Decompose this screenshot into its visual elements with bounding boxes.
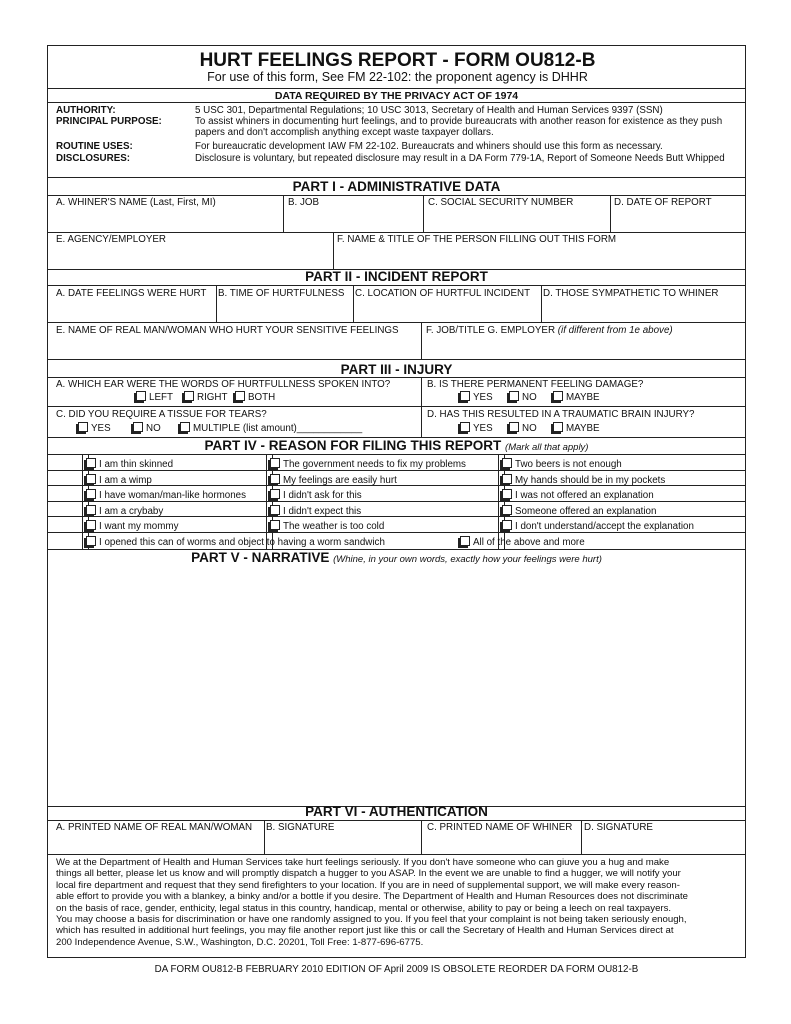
part6-heading: PART VI - AUTHENTICATION: [305, 804, 488, 819]
divider: [48, 322, 745, 323]
reason-checkbox[interactable]: [270, 474, 397, 486]
divider: [48, 195, 745, 196]
divider: [421, 322, 422, 359]
checkbox-icon: [86, 536, 96, 546]
time-of-hurtfulness-field[interactable]: B. TIME OF HURTFULNESS: [218, 288, 345, 299]
reason-label: My hands should be in my pockets: [515, 474, 666, 486]
reason-label: Someone offered an explanation: [515, 505, 657, 517]
divider: [353, 285, 354, 322]
checkbox-icon: [502, 505, 512, 515]
narrative-area[interactable]: [52, 568, 741, 804]
reason-checkbox[interactable]: [86, 458, 173, 470]
reason-checkbox[interactable]: [86, 505, 163, 517]
divider: [283, 195, 284, 232]
part2-heading: PART II - INCIDENT REPORT: [305, 269, 488, 284]
part1-heading: PART I - ADMINISTRATIVE DATA: [292, 179, 501, 194]
divider: [423, 195, 424, 232]
real-person-name-field[interactable]: A. PRINTED NAME OF REAL MAN/WOMAN: [56, 822, 253, 833]
reason-checkbox[interactable]: [270, 505, 361, 517]
damage-maybe-checkbox[interactable]: [553, 391, 600, 403]
divider: [421, 377, 422, 437]
reason-label: The government needs to fix my problems: [283, 459, 466, 470]
whiner-name-field[interactable]: A. WHINER'S NAME (Last, First, MI): [56, 197, 216, 208]
reason-label: I want my mommy: [99, 521, 179, 532]
tissue-multiple-label: MULTIPLE (list amount)____________: [193, 423, 363, 434]
reason-checkbox[interactable]: [502, 505, 656, 517]
divider: [48, 177, 745, 178]
checkbox-icon: [78, 422, 88, 432]
part5-note: (Whine, in your own words, exactly how your feelings were hurt): [333, 554, 602, 565]
checkbox-icon: [86, 489, 96, 499]
checkbox-icon: [136, 391, 146, 401]
reason-checkbox[interactable]: [86, 489, 246, 501]
routine-label: ROUTINE USES:: [56, 141, 133, 152]
reason-checkbox[interactable]: [270, 458, 466, 470]
reason-label: The weather is too cold: [283, 521, 385, 532]
brain-yes-checkbox[interactable]: [460, 422, 493, 434]
reason-label: I was not offered an explanation: [515, 490, 654, 501]
reason-checkbox[interactable]: [86, 536, 385, 548]
ear-question: A. WHICH EAR WERE THE WORDS OF HURTFULLNESS SPOKEN INTO?: [56, 379, 391, 390]
offender-job-label: F. JOB/TITLE G. EMPLOYER: [426, 325, 556, 336]
checkbox-icon: [460, 391, 470, 401]
job-field[interactable]: B. JOB: [288, 197, 320, 208]
reason-label: Two beers is not enough: [515, 459, 622, 470]
ear-right-label: RIGHT: [197, 392, 228, 403]
brain-maybe-checkbox[interactable]: [553, 422, 600, 434]
reason-checkbox[interactable]: [270, 520, 384, 532]
checkbox-icon: [502, 458, 512, 468]
purpose-label: PRINCIPAL PURPOSE:: [56, 116, 162, 127]
reason-checkbox[interactable]: [502, 520, 694, 532]
divider: [48, 285, 745, 286]
reason-label: I am a wimp: [99, 474, 152, 486]
ear-left-checkbox[interactable]: [136, 391, 173, 403]
closing-line: able effort to provide you with a blankey, a binky and/or a bottle if you desire. The Department of Health and Human Resources does not discriminate: [56, 891, 688, 903]
part4-title: PART IV - REASON FOR FILING THIS REPORT: [204, 438, 502, 453]
brain-injury-question: D. HAS THIS RESULTED IN A TRAUMATIC BRAIN INJURY?: [427, 409, 695, 420]
reason-label: My feelings are easily hurt: [283, 474, 397, 486]
closing-line: 200 Independence Avenue, S.W., Washington, D.C. 20201, Toll Free: 1-877-696-6775.: [56, 936, 424, 948]
preparer-name-title-field[interactable]: F. NAME & TITLE OF THE PERSON FILLING OUT THIS FORM: [337, 234, 617, 245]
checkbox-icon: [86, 458, 96, 468]
reason-checkbox[interactable]: [86, 474, 152, 486]
checkbox-icon: [502, 489, 512, 499]
brain-maybe-label: MAYBE: [566, 423, 600, 434]
purpose-text: To assist whiners in documenting hurt feelings, and to provide bureaucrats with another reason for existence as they push papers and don't accomplish anything except waste taxpayer dollars.: [195, 116, 723, 138]
date-of-report-field[interactable]: D. DATE OF REPORT: [614, 197, 712, 208]
divider: [581, 820, 582, 854]
divider: [48, 232, 745, 233]
tissue-yes-checkbox[interactable]: [78, 422, 111, 434]
ear-both-label: BOTH: [248, 392, 276, 403]
divider: [264, 820, 265, 854]
reason-label: I have woman/man-like hormones: [99, 490, 247, 501]
checkbox-icon: [270, 458, 280, 468]
part4-note: (Mark all that apply): [505, 442, 589, 453]
checkbox-icon: [509, 391, 519, 401]
damage-question: B. IS THERE PERMANENT FEELING DAMAGE?: [427, 379, 644, 390]
checkbox-icon: [86, 474, 96, 484]
offender-job-note: (if different from 1e above): [557, 325, 673, 336]
tissue-no-label: NO: [146, 423, 161, 434]
divider: [48, 102, 745, 103]
divider: [48, 406, 745, 407]
reason-label: I don't understand/accept the explanation: [515, 521, 694, 532]
disclosures-label: DISCLOSURES:: [56, 153, 131, 164]
tissue-question: C. DID YOU REQUIRE A TISSUE FOR TEARS?: [56, 409, 267, 420]
divider: [48, 377, 745, 378]
whiner-signature-field[interactable]: D. SIGNATURE: [584, 822, 653, 833]
ear-left-label: LEFT: [149, 392, 173, 403]
form-footer: DA FORM OU812-B FEBRUARY 2010 EDITION OF April 2009 IS OBSOLETE REORDER DA FORM OU812-B: [154, 964, 639, 975]
checkbox-icon: [270, 489, 280, 499]
divider: [333, 232, 334, 269]
divider: [48, 820, 745, 821]
offender-name-field[interactable]: E. NAME OF REAL MAN/WOMAN WHO HURT YOUR SENSITIVE FEELINGS: [56, 325, 399, 336]
damage-yes-checkbox[interactable]: [460, 391, 493, 403]
real-person-signature-field[interactable]: B. SIGNATURE: [266, 822, 335, 833]
checkbox-icon: [180, 422, 190, 432]
ear-right-checkbox[interactable]: [184, 391, 227, 403]
damage-no-checkbox[interactable]: [509, 391, 537, 403]
part5-heading: [48, 550, 745, 565]
divider: [421, 820, 422, 854]
brain-no-label: NO: [522, 423, 537, 434]
divider: [48, 854, 745, 855]
reason-checkbox[interactable]: [502, 458, 622, 470]
checkbox-icon: [460, 422, 470, 432]
divider: [541, 285, 542, 322]
ear-both-checkbox[interactable]: [235, 391, 275, 403]
closing-line: local fire department and request that they send firefighters to your location. If you are in need of supplemental support, we will make every reason-: [56, 879, 680, 891]
grid-divider: [82, 454, 83, 549]
date-hurt-field[interactable]: A. DATE FEELINGS WERE HURT: [56, 288, 207, 299]
location-field[interactable]: C. LOCATION OF HURTFUL INCIDENT: [355, 288, 531, 299]
reason-checkbox[interactable]: [502, 474, 665, 486]
divider: [48, 454, 745, 455]
authority-label: AUTHORITY:: [56, 105, 116, 116]
reason-label: I opened this can of worms and object to having a worm sandwich: [99, 536, 385, 548]
checkbox-icon: [270, 520, 280, 530]
form-subtitle: For use of this form, See FM 22-102: the proponent agency is DHHR: [207, 70, 588, 84]
checkbox-icon: [553, 422, 563, 432]
brain-yes-label: YES: [473, 423, 493, 434]
part4-heading: [48, 438, 745, 453]
offender-job-employer-field[interactable]: [426, 325, 673, 336]
reason-label: I didn't expect this: [283, 505, 362, 517]
closing-line: which has resulted in additional hurt feelings, you may file another report just like this or call the Secretary of Health and Human Services direct at: [56, 925, 674, 937]
checkbox-icon: [184, 391, 194, 401]
reason-label: I am thin skinned: [99, 459, 174, 470]
divider: [610, 195, 611, 232]
checkbox-icon: [86, 520, 96, 530]
privacy-heading: DATA REQUIRED BY THE PRIVACY ACT OF 1974: [274, 90, 519, 102]
divider: [48, 359, 745, 360]
checkbox-icon: [270, 474, 280, 484]
checkbox-icon: [86, 505, 96, 515]
checkbox-icon: [509, 422, 519, 432]
checkbox-icon: [235, 391, 245, 401]
form-title: HURT FEELINGS REPORT - FORM OU812-B: [199, 50, 596, 71]
damage-maybe-label: MAYBE: [566, 392, 600, 403]
tissue-yes-label: YES: [91, 423, 111, 434]
closing-line: You may choose a basis for discrimination or have one randomly assigned to you. If you feel that your complaint is not being taken seriously enough,: [56, 914, 687, 926]
checkbox-icon: [270, 505, 280, 515]
tissue-multiple-checkbox[interactable]: [180, 422, 362, 434]
checkbox-icon: [460, 536, 470, 546]
divider: [48, 88, 745, 89]
reason-checkbox[interactable]: [86, 520, 178, 532]
reason-label: I am a crybaby: [99, 505, 164, 517]
tissue-no-checkbox[interactable]: [133, 422, 161, 434]
damage-no-label: NO: [522, 392, 537, 403]
ssn-field[interactable]: C. SOCIAL SECURITY NUMBER: [428, 197, 574, 208]
sympathizers-field[interactable]: D. THOSE SYMPATHETIC TO WHINER: [543, 288, 719, 299]
reason-label: All of the above and more: [473, 536, 585, 548]
reason-checkbox[interactable]: [502, 489, 654, 501]
reason-checkbox[interactable]: [460, 536, 585, 548]
disclosures-text: Disclosure is voluntary, but repeated disclosure may result in a DA Form 779-1A, Report of Someone Needs Butt Whipped: [195, 153, 725, 164]
hurt-feelings-form: [47, 45, 746, 958]
closing-line: things all better, please let us know and will promptly dispatch a hugger to you ASAP. In the event we are unable to find a hugger, we will notify your: [56, 868, 681, 880]
whiner-printed-name-field[interactable]: C. PRINTED NAME OF WHINER: [427, 822, 573, 833]
part5-title: PART V - NARRATIVE: [191, 550, 330, 565]
divider: [216, 285, 217, 322]
reason-label: I didn't ask for this: [283, 490, 362, 501]
brain-no-checkbox[interactable]: [509, 422, 537, 434]
checkbox-icon: [133, 422, 143, 432]
closing-line: on the basis of race, gender, enthicity, legal status in this country, handicap, mental or otherwise, ability to pay or being a leech on real taxpayers.: [56, 902, 672, 914]
routine-text: For bureaucratic development IAW FM 22-102. Bureaucrats and whiners should use this form as necessary.: [195, 141, 663, 152]
authority-text: 5 USC 301, Departmental Regulations; 10 USC 3013, Secretary of Health and Human Services 9397 (SSN): [195, 105, 663, 116]
damage-yes-label: YES: [473, 392, 493, 403]
checkbox-icon: [553, 391, 563, 401]
closing-line: We at the Department of Health and Human Services take hurt feelings seriously. If you don't have someone who can giuve you a hug and make: [56, 857, 670, 868]
checkbox-icon: [502, 520, 512, 530]
closing-paragraph: [56, 857, 739, 948]
reason-checkbox[interactable]: [270, 489, 362, 501]
checkbox-icon: [502, 474, 512, 484]
part3-heading: PART III - INJURY: [340, 362, 453, 377]
agency-employer-field[interactable]: E. AGENCY/EMPLOYER: [56, 234, 166, 245]
